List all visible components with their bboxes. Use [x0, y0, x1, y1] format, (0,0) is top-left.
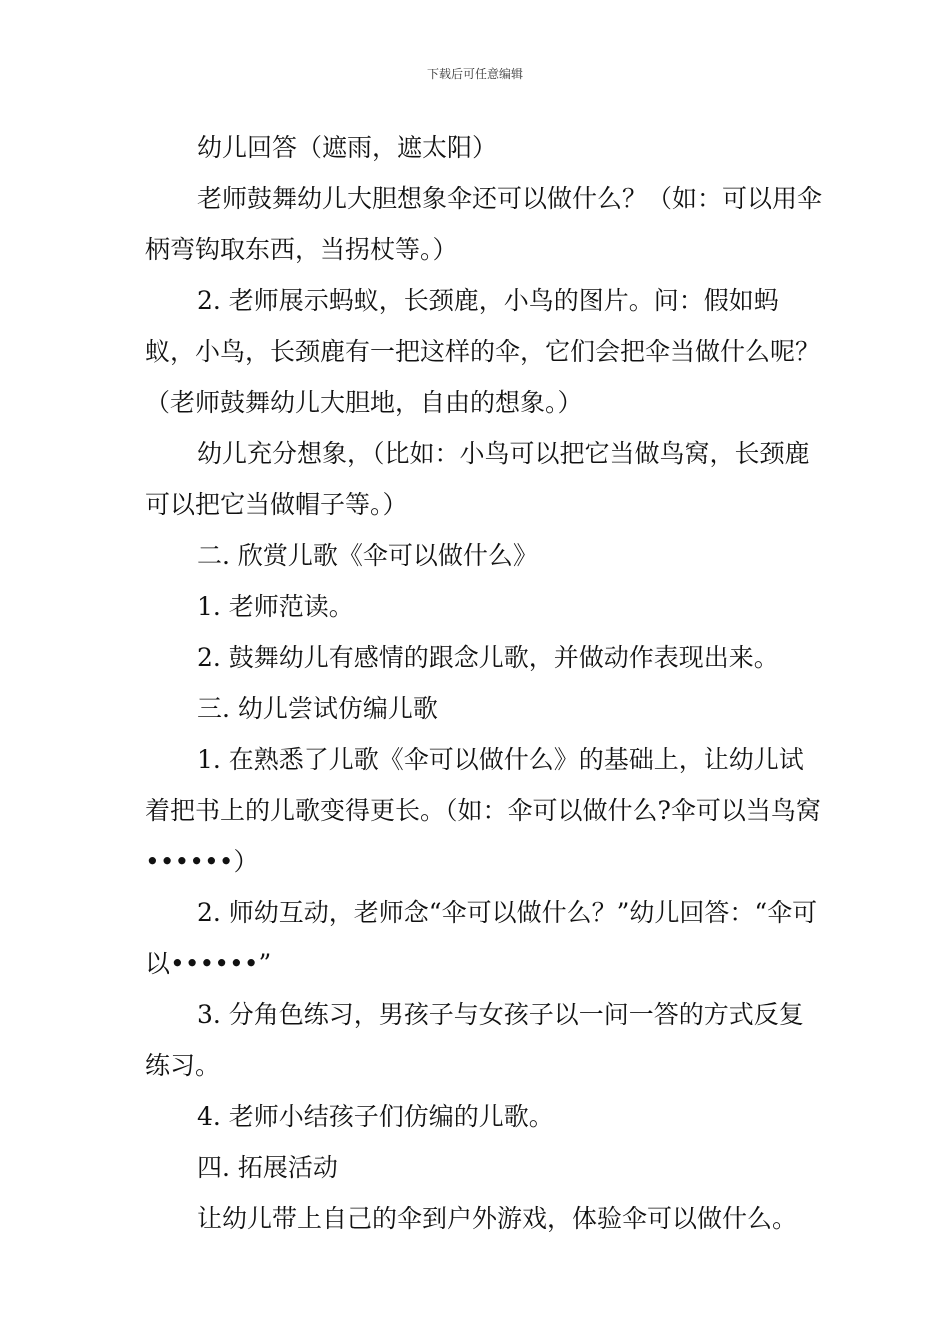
list-item: 1. 在熟悉了儿歌《伞可以做什么》的基础上，让幼儿试着把书上的儿歌变得更长。（如：伞可以做什么?伞可以当鸟窝••••••）: [145, 745, 821, 876]
document-body: [145, 122, 825, 1244]
section-heading: 二. 欣赏儿歌《伞可以做什么》: [197, 541, 538, 570]
list-item: 1. 老师范读。: [197, 592, 354, 621]
paragraph: 幼儿充分想象，（比如：小鸟可以把它当做鸟窝，长颈鹿可以把它当做帽子等。）: [145, 439, 810, 519]
list-item: 2. 鼓舞幼儿有感情的跟念儿歌，并做动作表现出来。: [197, 643, 779, 672]
section-heading: 四. 拓展活动: [197, 1153, 338, 1182]
paragraph: 2. 老师展示蚂蚁，长颈鹿，小鸟的图片。问：假如蚂蚁，小鸟，长颈鹿有一把这样的伞，它们会把伞当做什么呢？（老师鼓舞幼儿大胆地，自由的想象。）: [145, 286, 821, 417]
header-note: 下载后可任意编辑: [426, 67, 523, 81]
list-item: 4. 老师小结孩子们仿编的儿歌。: [197, 1102, 554, 1131]
paragraph: 让幼儿带上自己的伞到户外游戏，体验伞可以做什么。: [197, 1204, 798, 1233]
section-heading: 三. 幼儿尝试仿编儿歌: [197, 694, 438, 723]
paragraph: 老师鼓舞幼儿大胆想象伞还可以做什么？（如：可以用伞柄弯钩取东西，当拐杖等。）: [145, 184, 823, 264]
paragraph: 幼儿回答（遮雨，遮太阳）: [197, 133, 498, 162]
list-item: 3. 分角色练习，男孩子与女孩子以一问一答的方式反复练习。: [145, 1000, 804, 1080]
list-item: 2. 师幼互动，老师念“伞可以做什么？”幼儿回答：“伞可以••••••”: [145, 898, 818, 978]
